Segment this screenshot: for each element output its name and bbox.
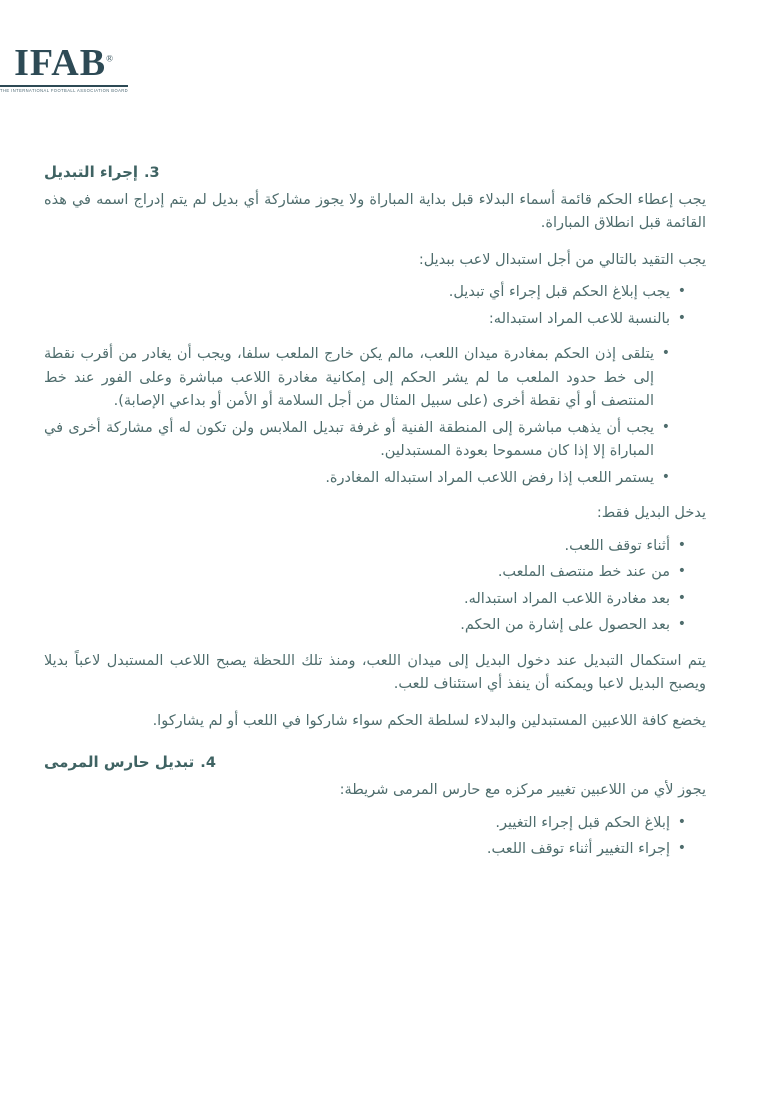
section-4-title: تبديل حارس المرمى (44, 753, 195, 772)
list-item: • يتلقى إذن الحكم بمغادرة ميدان اللعب، مالم يكن خارج الملعب سلفا، ويجب أن يغادر من أقرب نقطة إلى خط حدود الملعب ما لم يشر الحكم إلى إمكانية مغادرة اللاعب مباشرة وعلى الفور عند خط المنتصف أو أي نقطة أخرى (على سبيل المثال من أجل السلامة أو الأمن أو بداعي الإصابة). (44, 343, 670, 413)
section-3-intro: يجب إعطاء الحكم قائمة أسماء البدلاء قبل بداية المباراة ولا يجوز مشاركة أي بديل لم يتم إدراج اسمه في هذه القائمة قبل انطلاق المباراة. (44, 192, 706, 232)
document-content (44, 163, 724, 874)
section-3-heading (44, 163, 724, 181)
section-4-number: 4. (200, 755, 216, 772)
logo-name: IFAB (14, 42, 107, 84)
list-item: • إبلاغ الحكم قبل إجراء التغيير. (44, 812, 686, 835)
section-3-bullet-list-3 (44, 535, 724, 638)
section-4-heading (44, 753, 724, 771)
list-item: • يجب إبلاغ الحكم قبل إجراء أي تبديل. (44, 281, 686, 304)
section-3-bullet-list-2 (44, 343, 724, 490)
section-3-closing-1: يتم استكمال التبديل عند دخول البديل إلى ميدان اللعب، ومنذ تلك اللحظة يصبح اللاعب المستبدل لاعباً بديلا ويصبح البديل لاعبا ويمكنه أن ينفذ أي استئناف للعب. (44, 652, 706, 693)
section-4-bullet-list (44, 812, 724, 862)
section-3-lead-1: يجب التقيد بالتالي من أجل استبدال لاعب ببديل: (418, 251, 706, 268)
list-item: • بعد الحصول على إشارة من الحكم. (44, 614, 686, 637)
list-item: • يجب أن يذهب مباشرة إلى المنطقة الفنية أو غرفة تبديل الملابس ولن تكون له أي مشاركة أخرى في المباراة إلا إذا كان مسموحا بعودة المستبدلين. (44, 417, 670, 464)
section-3-number: 3. (144, 165, 160, 181)
logo-subtitle: THE INTERNATIONAL FOOTBALL ASSOCIATION BOARD (0, 87, 129, 93)
list-item: • يستمر اللعب إذا رفض اللاعب المراد استبداله المغادرة. (44, 467, 670, 490)
logo-divider (0, 85, 128, 87)
list-item: • بعد مغادرة اللاعب المراد استبداله. (44, 588, 686, 611)
logo-wordmark (14, 44, 114, 82)
section-3-title: إجراء التبديل (44, 163, 139, 181)
section-3-lead-2: يدخل البديل فقط: (596, 505, 706, 522)
list-item: • من عند خط منتصف الملعب. (44, 561, 686, 584)
ifab-logo (0, 44, 724, 96)
logo-wrapper (0, 44, 128, 93)
list-item: • أثناء توقف اللعب. (44, 535, 686, 558)
section-4-intro: يجوز لأي من اللاعبين تغيير مركزه مع حارس المرمى شريطة: (339, 782, 706, 799)
section-3-bullet-list-1 (44, 281, 724, 331)
logo-registered-mark: ® (106, 53, 114, 64)
section-3-closing-2: يخضع كافة اللاعبين المستبدلين والبدلاء لسلطة الحكم سواء شاركوا في اللعب أو لم يشاركوا. (152, 712, 706, 729)
list-item: • بالنسبة للاعب المراد استبداله: (44, 308, 686, 331)
list-item: • إجراء التغيير أثناء توقف اللعب. (44, 838, 686, 861)
